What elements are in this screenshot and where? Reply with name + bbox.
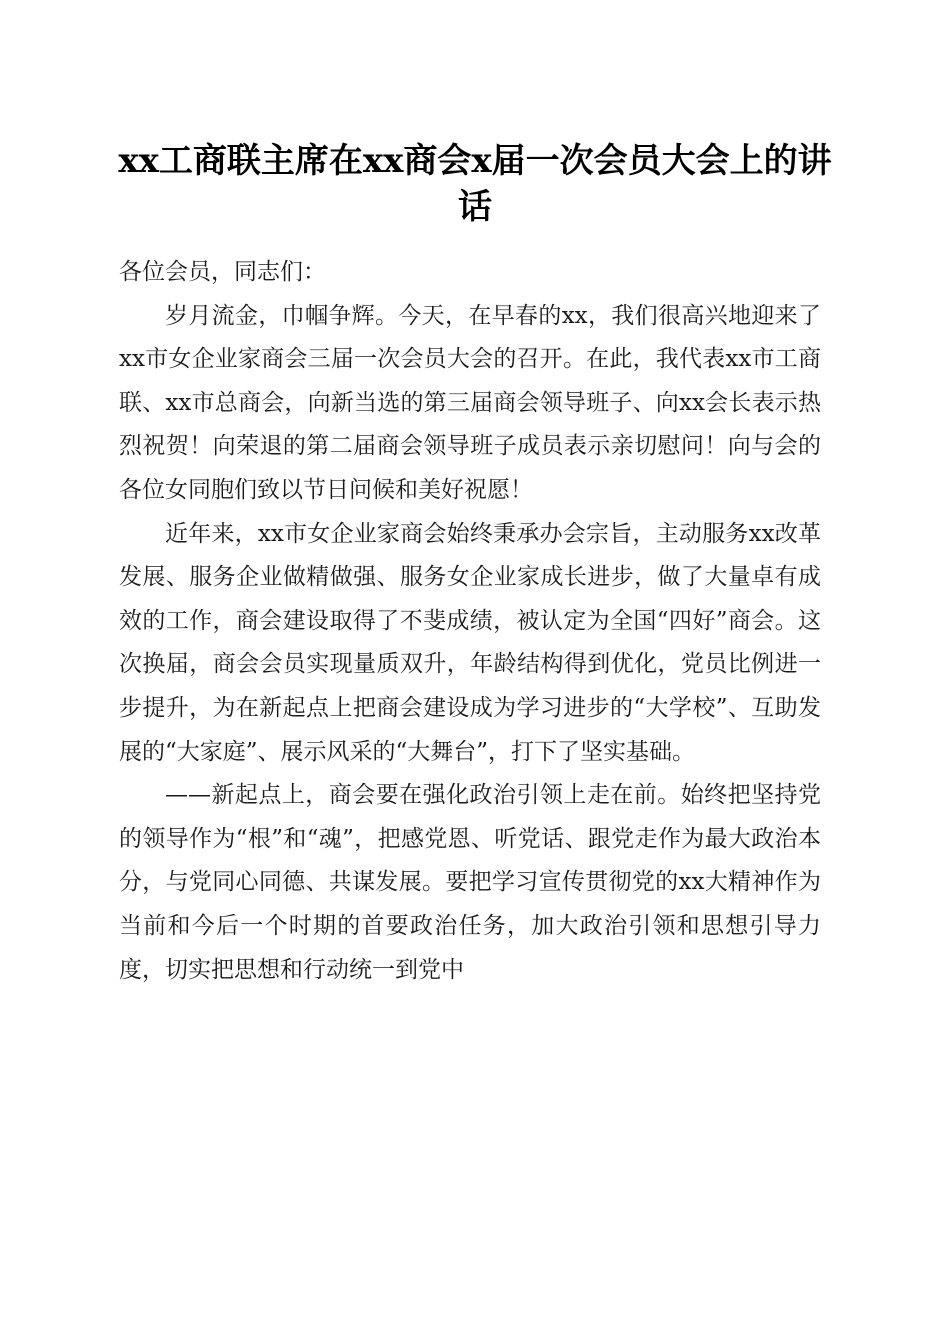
document-body (119, 251, 821, 992)
paragraph-3: ——新起点上，商会要在强化政治引领上走在前。始终把坚持党的领导作为“根”和“魂”，把感党恩、听党话、跟党走作为最大政治本分，与党同心同德、共谋发展。要把学习宣传贯彻党的xx大精神作为当前和今后一个时期的首要政治任务，加大政治引领和思想引导力度，切实把思想和行动统一到党中 (119, 782, 821, 983)
paragraph-1: 岁月流金，巾帼争辉。今天，在早春的xx，我们很高兴地迎来了xx市女企业家商会三届一次会员大会的召开。在此，我代表xx市工商联、xx市总商会，向新当选的第三届商会领导班子、向xx会长表示热烈祝贺！向荣退的第二届商会领导班子成员表示亲切慰问！向与会的各位女同胞们致以节日问候和美好祝愿！ (119, 302, 821, 503)
document-title: xx工商联主席在xx商会x届一次会员大会上的讲话 (118, 141, 832, 227)
paragraph-2: 近年来，xx市女企业家商会始终秉承办会宗旨，主动服务xx改革发展、服务企业做精做强、服务女企业家成长进步，做了大量卓有成效的工作，商会建设取得了不斐成绩，被认定为全国“四好”商会。这次换届，商会会员实现量质双升，年龄结构得到优化，党员比例进一步提升，为在新起点上把商会建设成为学习进步的“大学校”、互助发展的“大家庭”、展示风采的“大舞台”，打下了坚实基础。 (119, 520, 821, 765)
salutation: 各位会员，同志们： (119, 259, 326, 285)
